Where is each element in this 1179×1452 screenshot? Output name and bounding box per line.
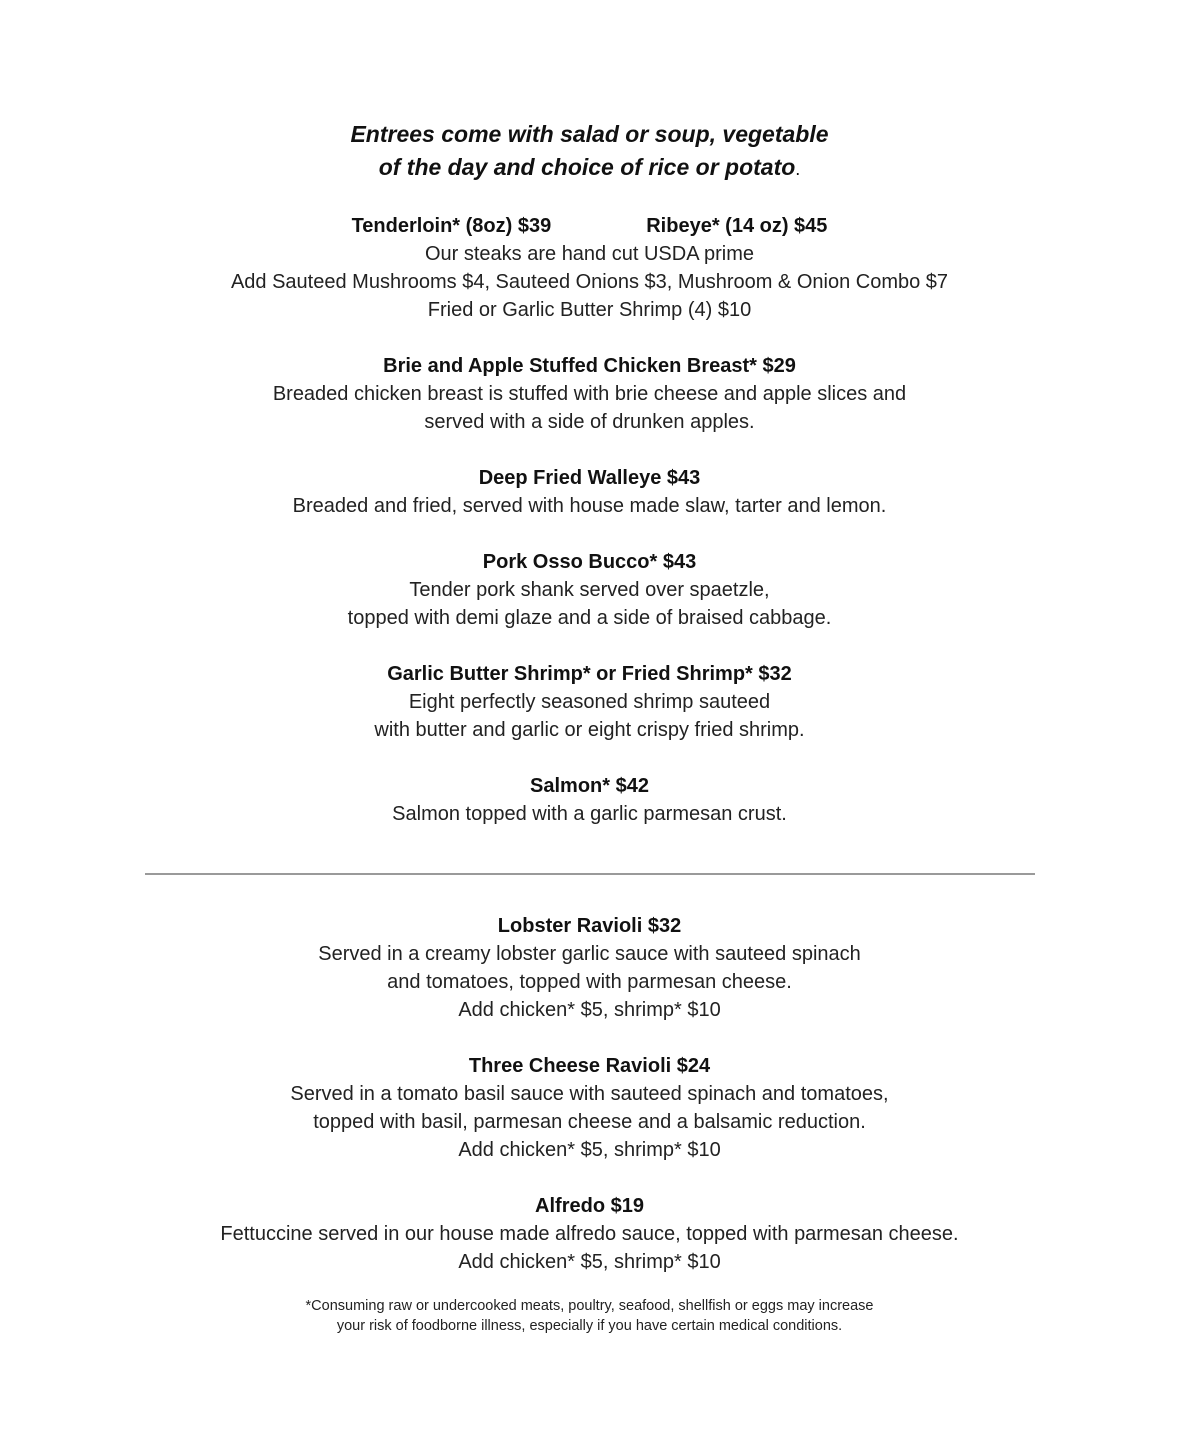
menu-item-desc: Fettuccine served in our house made alfredo sauce, topped with parmesan cheese.: [220, 1223, 959, 1245]
menu-item-title: Three Cheese Ravioli $24: [468, 1055, 711, 1077]
menu-item-desc: and tomatoes, topped with parmesan cheese.: [387, 971, 792, 993]
menu-item-title: Salmon* $42: [530, 775, 649, 797]
menu-item-desc: topped with demi glaze and a side of braised cabbage.: [347, 607, 832, 629]
menu-item-desc: Add chicken* $5, shrimp* $10: [458, 999, 721, 1021]
steaks-section: [0, 212, 1179, 324]
menu-item-desc: Add chicken* $5, shrimp* $10: [458, 1139, 721, 1161]
steaks-desc-1: Our steaks are hand cut USDA prime: [424, 243, 755, 265]
menu-item-desc: Add chicken* $5, shrimp* $10: [458, 1251, 721, 1273]
menu-item-desc: Tender pork shank served over spaetzle,: [409, 579, 770, 601]
menu-item-title: Deep Fried Walleye $43: [478, 467, 701, 489]
menu-item-desc: Served in a tomato basil sauce with sauteed spinach and tomatoes,: [290, 1083, 889, 1105]
menu-item-shrimp: [0, 660, 1179, 744]
menu-item-desc: Served in a creamy lobster garlic sauce with sauteed spinach: [318, 943, 861, 965]
disclaimer-line-2: your risk of foodborne illness, especially if you have certain medical conditions.: [336, 1318, 843, 1334]
ribeye-title: Ribeye* (14 oz) $45: [646, 215, 828, 237]
menu-item-osso-bucco: [0, 548, 1179, 632]
section-divider: [145, 873, 1035, 875]
menu-item-desc: Eight perfectly seasoned shrimp sauteed: [408, 691, 771, 713]
menu-item-alfredo: [0, 1192, 1179, 1276]
menu-item-desc: Breaded chicken breast is stuffed with brie cheese and apple slices and: [272, 383, 907, 405]
menu-item-desc: Breaded and fried, served with house made slaw, tarter and lemon.: [292, 495, 887, 517]
menu-item-chicken: [0, 352, 1179, 436]
menu-item-desc: Salmon topped with a garlic parmesan crust.: [392, 803, 787, 825]
menu-item-three-cheese-ravioli: [0, 1052, 1179, 1164]
menu-item-desc: with butter and garlic or eight crispy fried shrimp.: [374, 719, 805, 741]
disclaimer-line-1: *Consuming raw or undercooked meats, poultry, seafood, shellfish or eggs may increase: [305, 1298, 874, 1314]
intro-line-2: of the day and choice of rice or potato: [378, 154, 796, 180]
menu-item-salmon: [0, 772, 1179, 828]
entree-intro: [0, 118, 1179, 186]
intro-line-1: Entrees come with salad or soup, vegetable: [350, 121, 829, 147]
menu-item-title: Garlic Butter Shrimp* or Fried Shrimp* $32: [387, 663, 792, 685]
steaks-desc-2: Add Sauteed Mushrooms $4, Sauteed Onions $3, Mushroom & Onion Combo $7: [230, 271, 949, 293]
health-disclaimer: [0, 1296, 1179, 1336]
menu-item-desc: topped with basil, parmesan cheese and a balsamic reduction.: [313, 1111, 866, 1133]
intro-line-2-wrap: [0, 151, 1179, 186]
menu-item-title: Alfredo $19: [535, 1195, 644, 1217]
menu-item-lobster-ravioli: [0, 912, 1179, 1024]
menu-item-desc: served with a side of drunken apples.: [424, 411, 755, 433]
menu-item-title: Lobster Ravioli $32: [497, 915, 682, 937]
tenderloin-title: Tenderloin* (8oz) $39: [351, 215, 552, 237]
menu-item-title: Pork Osso Bucco* $43: [482, 551, 697, 573]
menu-item-walleye: [0, 464, 1179, 520]
steaks-desc-3: Fried or Garlic Butter Shrimp (4) $10: [427, 299, 752, 321]
intro-period: .: [795, 159, 801, 179]
menu-item-title: Brie and Apple Stuffed Chicken Breast* $29: [383, 355, 796, 377]
steak-titles: [0, 212, 1179, 240]
